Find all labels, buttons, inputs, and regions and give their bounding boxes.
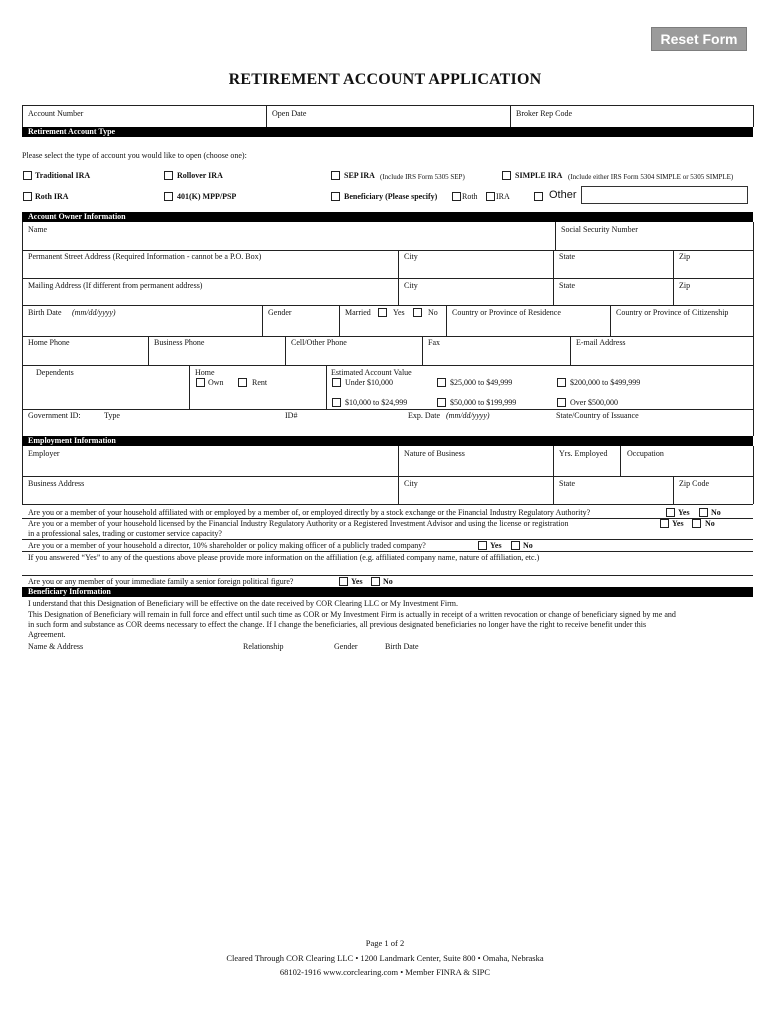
value-50k-199k-checkbox[interactable] [437, 398, 446, 407]
beneficiary-header: Beneficiary Information [22, 587, 753, 597]
zip-field[interactable]: Zip [679, 252, 691, 261]
business-phone-field[interactable]: Business Phone [154, 338, 205, 347]
country-citizenship-field[interactable]: Country or Province of Citizenship [616, 308, 729, 317]
beneficiary-paragraph-2a: This Designation of Beneficiary will remain in full force and effect until such time as COR or My Investment Firm is actually in receipt of a written revocation or change of beneficiary signed by me and [28, 610, 676, 619]
q3-yes-checkbox[interactable] [478, 541, 487, 550]
value-over-500k-label: Over $500,000 [570, 398, 618, 407]
years-employed-field[interactable]: Yrs. Employed [559, 449, 608, 458]
value-10k-24k-label: $10,000 to $24,999 [345, 398, 408, 407]
beneficiary-paragraph-1: I understand that this Designation of Beneficiary will be effective on the date received by COR Clearing LLC or My Investment Firm. [28, 599, 458, 608]
rollover-ira-checkbox[interactable] [164, 171, 173, 180]
q5-no-label: No [383, 577, 393, 586]
beneficiary-paragraph-2c: Agreement. [28, 630, 66, 639]
simple-ira-note: (Include either IRS Form 5304 SIMPLE or 5305 SIMPLE) [568, 173, 734, 181]
q5-no-checkbox[interactable] [371, 577, 380, 586]
beneficiary-name-address[interactable]: Name & Address [28, 642, 84, 651]
employer-field[interactable]: Employer [28, 449, 60, 458]
home-own-label: Own [208, 378, 224, 387]
business-state-field[interactable]: State [559, 479, 575, 488]
business-city-field[interactable]: City [404, 479, 418, 488]
home-label: Home [195, 368, 215, 377]
beneficiary-paragraph-2b: in such form and substance as COR deems necessary to effect the change. If I change the beneficiaries, all previous designated beneficiaries no longer have the right to receive benefit under this [28, 620, 647, 629]
cell-phone-field[interactable]: Cell/Other Phone [291, 338, 347, 347]
value-25k-49k-checkbox[interactable] [437, 378, 446, 387]
business-zip-field[interactable]: Zip Code [679, 479, 709, 488]
gender-field[interactable]: Gender [268, 308, 292, 317]
business-address-field[interactable]: Business Address [28, 479, 85, 488]
simple-ira-label: SIMPLE IRA [515, 171, 563, 180]
other-checkbox[interactable] [534, 192, 543, 201]
country-residence-field[interactable]: Country or Province of Residence [452, 308, 561, 317]
nature-of-business-field[interactable]: Nature of Business [404, 449, 465, 458]
broker-rep-code-field[interactable]: Broker Rep Code [516, 109, 572, 118]
value-10k-24k-checkbox[interactable] [332, 398, 341, 407]
beneficiary-label: Beneficiary (Please specify) [344, 192, 438, 201]
q2-no-checkbox[interactable] [692, 519, 701, 528]
question-stock-exchange: Are you or a member of your household affiliated with or employed by a member of, or employed directly by a stock exchange or the Financial Industry Regulatory Authority? [28, 508, 591, 517]
mailing-zip-field[interactable]: Zip [679, 281, 691, 290]
beneficiary-relationship[interactable]: Relationship [243, 642, 284, 651]
mailing-state-field[interactable]: State [559, 281, 575, 290]
sep-ira-label: SEP IRA [344, 171, 375, 180]
q3-no-checkbox[interactable] [511, 541, 520, 550]
value-25k-49k-label: $25,000 to $49,999 [450, 378, 513, 387]
exp-date-field[interactable]: Exp. Date [408, 411, 440, 420]
exp-date-format: (mm/dd/yyyy) [446, 411, 490, 420]
q5-yes-checkbox[interactable] [339, 577, 348, 586]
401k-label: 401(K) MPP/PSP [177, 192, 237, 201]
q2-yes-label: Yes [672, 519, 684, 528]
reset-form-button[interactable]: Reset Form [651, 27, 747, 51]
account-number-field[interactable]: Account Number [28, 109, 84, 118]
id-number-field[interactable]: ID# [285, 411, 298, 420]
value-200k-499k-checkbox[interactable] [557, 378, 566, 387]
birth-date-format: (mm/dd/yyyy) [72, 308, 116, 317]
ssn-field[interactable]: Social Security Number [561, 225, 638, 234]
dependents-field[interactable]: Dependents [36, 368, 74, 377]
married-no-checkbox[interactable] [413, 308, 422, 317]
value-under-10k-label: Under $10,000 [345, 378, 393, 387]
value-200k-499k-label: $200,000 to $499,999 [570, 378, 641, 387]
traditional-ira-label: Traditional IRA [35, 171, 91, 180]
mailing-address-field[interactable]: Mailing Address (If different from permanent address) [28, 281, 203, 290]
q5-yes-label: Yes [351, 577, 363, 586]
retirement-account-type-header: Retirement Account Type [22, 127, 753, 137]
roth-ira-label: Roth IRA [35, 192, 69, 201]
roth-ira-checkbox[interactable] [23, 192, 32, 201]
value-50k-199k-label: $50,000 to $199,999 [450, 398, 517, 407]
beneficiary-roth-label: Roth [462, 192, 478, 201]
open-date-field[interactable]: Open Date [272, 109, 307, 118]
beneficiary-gender[interactable]: Gender [334, 642, 358, 651]
question-licensed-cont: in a professional sales, trading or customer service capacity? [28, 529, 222, 538]
account-type-instruction: Please select the type of account you would like to open (choose one): [22, 151, 247, 160]
page-number: Page 1 of 2 [365, 938, 405, 948]
q2-yes-checkbox[interactable] [660, 519, 669, 528]
footer-contact-line: 68102-1916 www.corclearing.com • Member FINRA & SIPC [279, 967, 491, 977]
email-field[interactable]: E-mail Address [576, 338, 626, 347]
beneficiary-ira-checkbox[interactable] [486, 192, 495, 201]
question-director: Are you or a member of your household a director, 10% shareholder or policy making officer of a publicly traded company? [28, 541, 426, 550]
beneficiary-birth-date[interactable]: Birth Date [385, 642, 419, 651]
birth-date-field[interactable]: Birth Date [28, 308, 62, 317]
home-phone-field[interactable]: Home Phone [28, 338, 70, 347]
affiliation-info-field[interactable]: If you answered “Yes” to any of the questions above please provide more information on the affiliation (e.g. affiliated company name, nature of affiliation, etc.) [28, 553, 540, 562]
page-title: RETIREMENT ACCOUNT APPLICATION [228, 71, 542, 88]
q1-no-label: No [711, 508, 721, 517]
id-type-field[interactable]: Type [104, 411, 120, 420]
value-under-10k-checkbox[interactable] [332, 378, 341, 387]
q1-yes-label: Yes [678, 508, 690, 517]
beneficiary-roth-checkbox[interactable] [452, 192, 461, 201]
q1-yes-checkbox[interactable] [666, 508, 675, 517]
q3-no-label: No [523, 541, 533, 550]
married-no-label: No [428, 308, 438, 317]
married-yes-checkbox[interactable] [378, 308, 387, 317]
simple-ira-checkbox[interactable] [502, 171, 511, 180]
traditional-ira-checkbox[interactable] [23, 171, 32, 180]
married-label: Married [345, 308, 371, 317]
fax-field[interactable]: Fax [428, 338, 440, 347]
401k-checkbox[interactable] [164, 192, 173, 201]
married-yes-label: Yes [393, 308, 405, 317]
rollover-ira-label: Rollover IRA [177, 171, 223, 180]
home-rent-checkbox[interactable] [238, 378, 247, 387]
street-address-field[interactable]: Permanent Street Address (Required Information - cannot be a P.O. Box) [28, 252, 262, 261]
government-id-label: Government ID: [28, 411, 81, 420]
occupation-field[interactable]: Occupation [627, 449, 664, 458]
q2-no-label: No [705, 519, 715, 528]
beneficiary-checkbox[interactable] [331, 192, 340, 201]
account-owner-header: Account Owner Information [22, 212, 753, 222]
mailing-city-field[interactable]: City [404, 281, 418, 290]
question-licensed: Are you or a member of your household licensed by the Financial Industry Regulatory Authority or a Registered Investment Advisor and using the license or registration [28, 519, 569, 528]
footer-address-line: Cleared Through COR Clearing LLC • 1200 Landmark Center, Suite 800 • Omaha, Nebraska [226, 953, 544, 963]
other-input[interactable] [581, 186, 748, 204]
beneficiary-ira-label: IRA [496, 192, 510, 201]
home-rent-label: Rent [252, 378, 268, 387]
city-field[interactable]: City [404, 252, 418, 261]
question-political-figure: Are you or any member of your immediate family a senior foreign political figure? [28, 577, 294, 586]
estimated-value-label: Estimated Account Value [331, 368, 412, 377]
home-own-checkbox[interactable] [196, 378, 205, 387]
q1-no-checkbox[interactable] [699, 508, 708, 517]
state-field[interactable]: State [559, 252, 575, 261]
employment-header: Employment Information [22, 436, 753, 446]
sep-ira-note: (Include IRS Form 5305 SEP) [380, 173, 465, 181]
q3-yes-label: Yes [490, 541, 502, 550]
value-over-500k-checkbox[interactable] [557, 398, 566, 407]
state-country-issuance-field[interactable]: State/Country of Issuance [556, 411, 639, 420]
other-label: Other [549, 189, 577, 201]
sep-ira-checkbox[interactable] [331, 171, 340, 180]
owner-name-field[interactable]: Name [28, 225, 48, 234]
